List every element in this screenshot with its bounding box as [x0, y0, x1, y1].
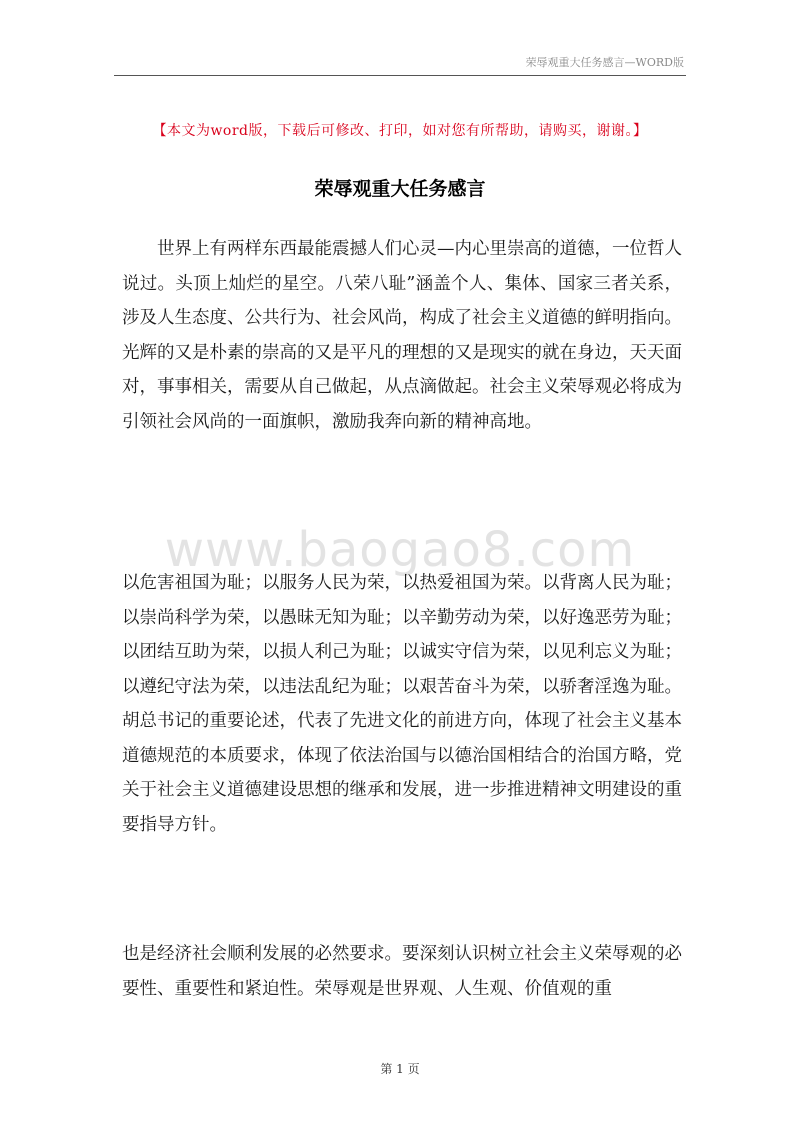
running-header: 荣辱观重大任务感言—WORD版 [525, 56, 684, 69]
watermark: www.baogao8.com [164, 522, 636, 578]
page-number: 第 1 页 [380, 1062, 420, 1076]
download-notice: 【本文为word版，下载后可修改、打印，如对您有所帮助，请购买，谢谢。】 [152, 123, 648, 139]
paragraph-3: 也是经济社会顺利发展的必然要求。要深刻认识树立社会主义荣辱观的必要性、重要性和紧迫性。荣辱观是世界观、人生观、价值观的重 [122, 944, 682, 999]
paragraph-2: 以危害祖国为耻；以服务人民为荣，以热爱祖国为荣。以背离人民为耻；以崇尚科学为荣，以愚昧无知为耻；以辛勤劳动为荣，以好逸恶劳为耻；以团结互助为荣，以损人利己为耻；以诚实守信为荣，以见利忘义为耻；以遵纪守法为荣，以违法乱纪为耻；以艰苦奋斗为荣，以骄奢淫逸为耻。胡总书记的重要论述，代表了先进文化的前进方向，体现了社会主义基本道德规范的本质要求，体现了依法治国与以德治国相结合的治国方略，党关于社会主义道德建设思想的继承和发展，进一步推进精神文明建设的重要指导方针。 [122, 573, 682, 835]
header-divider [114, 75, 686, 76]
document-title: 荣辱观重大任务感言 [314, 178, 486, 200]
paragraph-1: 世界上有两样东西最能震撼人们心灵—内心里崇高的道德，一位哲人说过。头顶上灿烂的星空。八荣八耻”涵盖个人、集体、国家三者关系，涉及人生态度、公共行为、社会风尚，构成了社会主义道德的鲜明指向。光辉的又是朴素的崇高的又是平凡的理想的又是现实的就在身边，天天面对，事事相关，需要从自己做起，从点滴做起。社会主义荣辱观必将成为引领社会风尚的一面旗帜，激励我奔向新的精神高地。 [122, 239, 682, 432]
